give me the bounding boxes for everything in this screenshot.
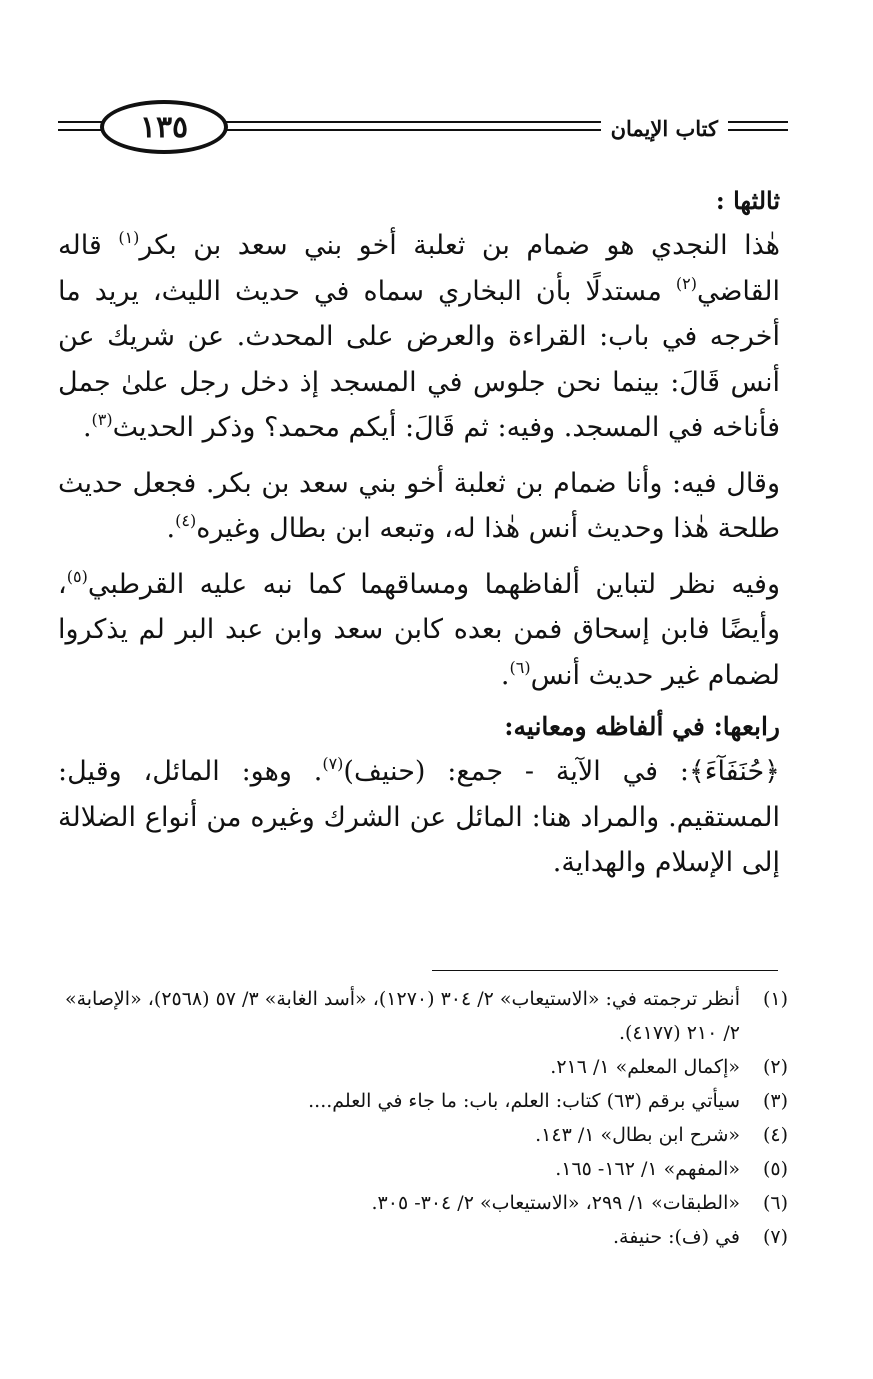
- paragraph-2-text-a: وقال فيه: وأنا ضمام بن ثعلبة أخو بني سعد بن بكر. فجعل حديث طلحة هٰذا وحديث أنس هٰذا له، وتبعه ابن بطال وغيره: [58, 467, 780, 544]
- footnote-ref-7: (٧): [322, 754, 344, 773]
- footnote-4: [58, 1118, 788, 1152]
- footnote-text: «المفهم» ١/ ١٦٢- ١٦٥.: [555, 1158, 740, 1180]
- main-text: [58, 178, 780, 886]
- footnote-number: (٢): [762, 1056, 788, 1078]
- paragraph-1-text-d: .: [82, 412, 92, 443]
- footnote-ref-4: (٤): [175, 511, 197, 530]
- footnote-number: (٧): [762, 1226, 788, 1248]
- footnote-2: [58, 1050, 788, 1084]
- footnote-text: «إكمال المعلم» ١/ ٢١٦.: [550, 1056, 740, 1078]
- footnote-number: (١): [762, 988, 788, 1010]
- footnote-text: سيأتي برقم (٦٣) كتاب: العلم، باب: ما جاء في العلم....: [308, 1090, 740, 1112]
- paragraph-3: [58, 562, 780, 699]
- header-rule-left-top: [58, 121, 106, 123]
- footnote-ref-1: (١): [118, 228, 140, 247]
- footnote-ref-5: (٥): [66, 566, 88, 586]
- footnote-text: «الطبقات» ١/ ٢٩٩، «الاستيعاب» ٢/ ٣٠٤- ٣٠٥.: [371, 1192, 740, 1214]
- page-header: [58, 96, 788, 160]
- section-heading-third: ثالثها :: [715, 186, 780, 215]
- paragraph-3-text-a: وفيه نظر لتباين ألفاظهما ومساقهما كما نبه عليه القرطبي: [87, 568, 780, 600]
- section-heading-fourth: رابعها: في ألفاظه ومعانيه:: [504, 712, 780, 741]
- header-rule-left-bottom: [58, 129, 106, 131]
- footnote-ref-3: (٣): [91, 410, 113, 429]
- footnote-text: أنظر ترجمته في: «الاستيعاب» ٢/ ٣٠٤ (١٢٧٠)، «أسد الغابة» ٣/ ٥٧ (٢٥٦٨)، «الإصابة» ٢/ ٢١٠ (٤١٧٧).: [64, 988, 740, 1044]
- footnote-number: (٤): [762, 1124, 788, 1146]
- footnote-number: (٥): [762, 1158, 788, 1180]
- footnote-7: [58, 1220, 788, 1254]
- paragraph-4: [58, 749, 780, 886]
- running-title: كتاب الإيمان: [601, 116, 728, 141]
- footnote-3: [58, 1084, 788, 1118]
- footnote-number: (٦): [762, 1192, 788, 1214]
- page-number-badge: [100, 100, 228, 154]
- footnote-number: (٣): [762, 1090, 788, 1112]
- footnote-ref-6: (٦): [509, 657, 531, 677]
- footnote-ref-2: (٢): [675, 273, 697, 293]
- paragraph-2: [58, 461, 780, 552]
- footnote-separator: [432, 970, 778, 971]
- footnote-text: في (ف): حنيفة.: [613, 1226, 740, 1248]
- paragraph-3-text-c: .: [500, 659, 510, 691]
- page-number: ١٣٥: [139, 109, 189, 145]
- footnotes: [58, 982, 788, 1254]
- paragraph-1: [58, 223, 780, 451]
- footnote-text: «شرح ابن بطال» ١/ ١٤٣.: [535, 1124, 740, 1146]
- paragraph-3-text-b: ، وأيضًا فابن إسحاق فمن بعده كابن سعد وابن عبد البر لم يذكروا لضمام غير حديث أنس: [58, 568, 780, 691]
- footnote-6: [58, 1186, 788, 1220]
- footnote-1: [58, 982, 788, 1050]
- paragraph-2-text-b: .: [166, 513, 176, 544]
- paragraph-1-text-b: قاله القاضي: [58, 230, 780, 307]
- paragraph-1-text-a: هٰذا النجدي هو ضمام بن ثعلبة أخو بني سعد بن بكر: [139, 230, 780, 261]
- paragraph-1-text-c: مستدلًا بأن البخاري سماه في حديث الليث، يريد ما أخرجه في باب: القراءة والعرض على المحدث. عن شريك عن أنس قَالَ: بينما نحن جلوس في المسجد إذ دخل رجل علىٰ جمل فأناخه في المسجد. وفيه: ثم قَالَ: أيكم محمد؟ وذكر الحديث: [58, 275, 780, 443]
- paragraph-4-text-b: . وهو: المائل، وقيل: المستقيم. والمراد هنا: المائل عن الشرك وغيره من أنواع الضلالة إلى الإسلام والهداية.: [58, 756, 780, 878]
- footnote-5: [58, 1152, 788, 1186]
- paragraph-4-text-a: ﴿حُنَفَآءَ﴾: في الآية - جمع: (حنيف): [343, 756, 781, 787]
